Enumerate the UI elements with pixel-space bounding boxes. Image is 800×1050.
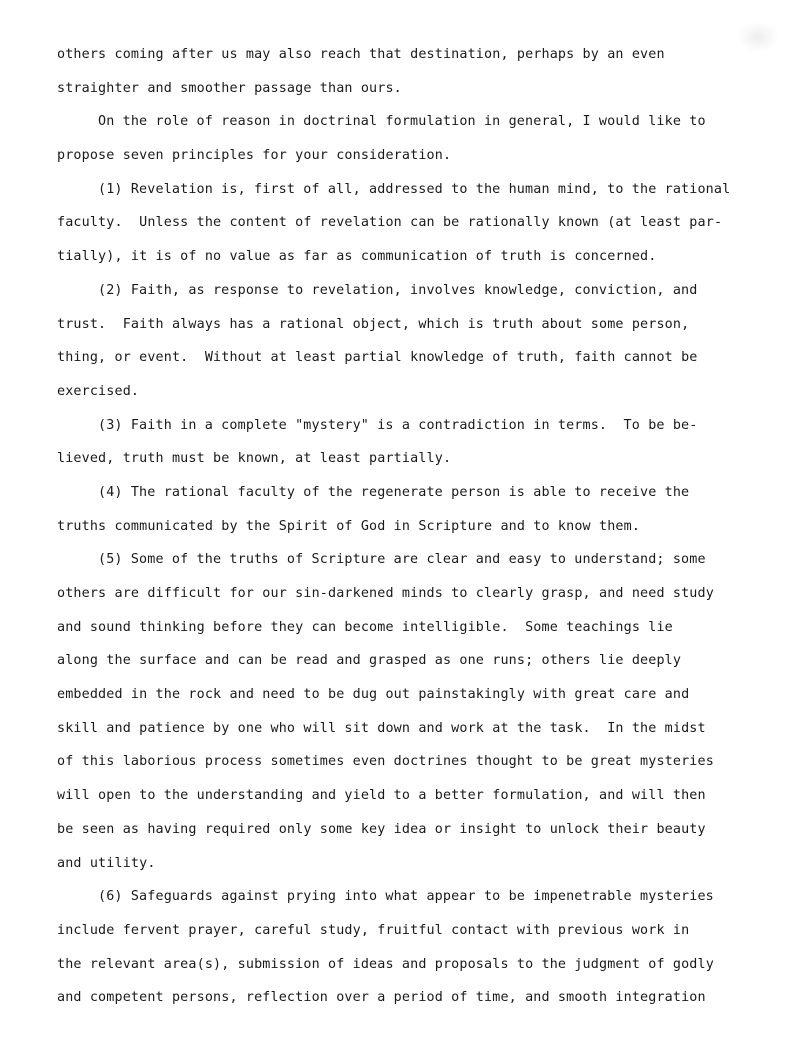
text-line: thing, or event. Without at least partial knowledge of truth, faith cannot be: [57, 350, 698, 366]
text-line: and competent persons, reflection over a period of time, and smooth integration: [57, 990, 706, 1006]
text-line: propose seven principles for your consideration.: [57, 148, 452, 164]
text-line: (4) The rational faculty of the regenerate person is able to receive the: [98, 484, 690, 500]
text-line: (2) Faith, as response to revelation, involves knowledge, conviction, and: [98, 282, 698, 298]
text-line: others are difficult for our sin-darkened minds to clearly grasp, and need study: [57, 586, 714, 601]
text-line: (1) Revelation is, first of all, addressed to the human mind, to the rational: [98, 181, 731, 197]
text-line: skill and patience by one who will sit down and work at the task. In the midst: [57, 720, 706, 736]
text-line: and sound thinking before they can become intelligible. Some teachings lie: [57, 619, 673, 635]
text-line: straighter and smoother passage than ours.: [57, 80, 402, 96]
text-line: others coming after us may also reach that destination, perhaps by an even: [57, 47, 665, 62]
text-line: (6) Safeguards against prying into what appear to be impenetrable mysteries: [98, 889, 714, 905]
text-line: include fervent prayer, careful study, fruitful contact with previous work in: [57, 922, 690, 938]
text-line: and utility.: [57, 855, 156, 871]
text-line: (5) Some of the truths of Scripture are clear and easy to understand; some: [98, 552, 706, 568]
text-line: along the surface and can be read and grasped as one runs; others lie deeply: [57, 653, 682, 669]
document-body: [57, 38, 757, 1015]
text-line: be seen as having required only some key idea or insight to unlock their beauty: [57, 821, 706, 837]
text-line: (3) Faith in a complete "mystery" is a contradiction in terms. To be be-: [98, 417, 698, 433]
text-line: lieved, truth must be known, at least partially.: [57, 451, 452, 467]
text-line: tially), it is of no value as far as communication of truth is concerned.: [57, 249, 657, 265]
text-line: of this laborious process sometimes even doctrines thought to be great mysteries: [57, 754, 714, 770]
text-line: trust. Faith always has a rational object, which is truth about some person,: [57, 316, 690, 332]
text-line: On the role of reason in doctrinal formulation in general, I would like to: [98, 114, 706, 130]
text-line: will open to the understanding and yield to a better formulation, and will then: [57, 788, 706, 804]
text-line: faculty. Unless the content of revelation can be rationally known (at least par-: [57, 215, 723, 231]
text-line: exercised.: [57, 383, 140, 399]
text-line: the relevant area(s), submission of ideas and proposals to the judgment of godly: [57, 956, 714, 972]
text-line: embedded in the rock and need to be dug out painstakingly with great care and: [57, 687, 690, 703]
text-line: truths communicated by the Spirit of God in Scripture and to know them.: [57, 518, 641, 534]
